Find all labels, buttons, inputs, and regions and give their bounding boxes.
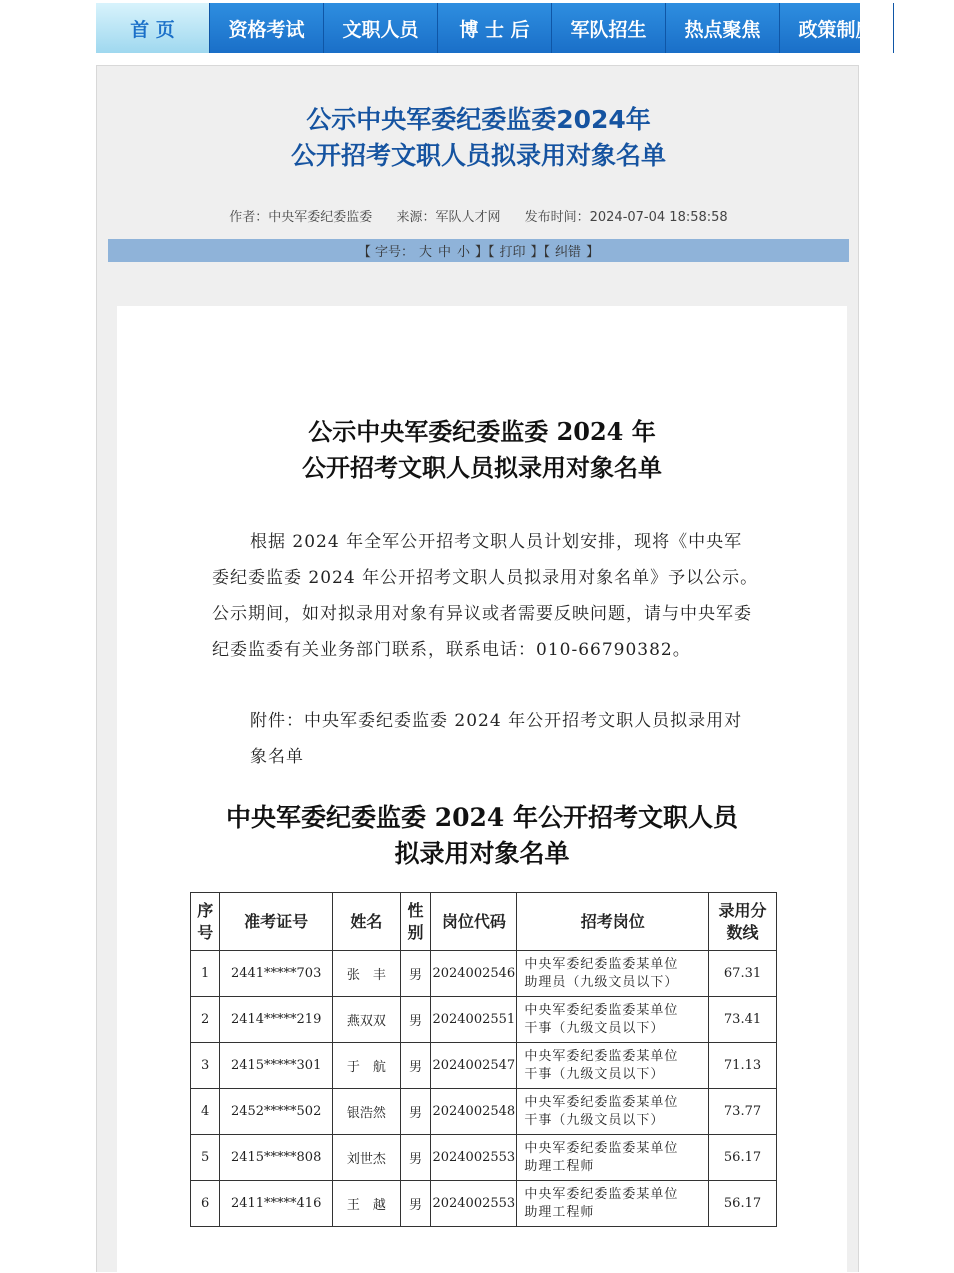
- cell-post: 中央军委纪委监委某单位 助理工程师: [517, 1135, 709, 1181]
- cell-post: 中央军委纪委监委某单位 干事（九级文员以下）: [517, 1043, 709, 1089]
- cell-exam-id: 2441*****703: [220, 951, 333, 997]
- nav-item-postdoc[interactable]: 博 士 后: [438, 3, 552, 53]
- cell-exam-id: 2411*****416: [220, 1181, 333, 1227]
- cell-name: 于 航: [332, 1043, 400, 1089]
- nav-item-military-enrollment[interactable]: 军队招生: [552, 3, 666, 53]
- cell-score: 56.17: [709, 1135, 777, 1181]
- article-author: 作者：中央军委纪委监委: [229, 210, 373, 225]
- cell-exam-id: 2452*****502: [220, 1089, 333, 1135]
- toolbar-bracket-close: 】: [586, 245, 600, 260]
- header-post-code: 岗位代码: [431, 893, 517, 951]
- cell-post-code: 2024002553: [431, 1135, 517, 1181]
- top-nav-bar: [96, 3, 875, 53]
- table-row: [191, 1043, 777, 1089]
- list-title: [117, 800, 847, 872]
- document-title-line2: 公开招考文职人员拟录用对象名单: [302, 453, 662, 482]
- cell-name: 王 越: [332, 1181, 400, 1227]
- cell-seq: 6: [191, 1181, 220, 1227]
- cell-score: 67.31: [709, 951, 777, 997]
- cell-gender: 男: [400, 1135, 430, 1181]
- cell-seq: 4: [191, 1089, 220, 1135]
- document-attachment-note: 附件：中央军委纪委监委 2024 年公开招考文职人员拟录用对象名单: [250, 711, 743, 767]
- cell-score: 73.77: [709, 1089, 777, 1135]
- cell-exam-id: 2415*****808: [220, 1135, 333, 1181]
- document-title-line1: 公示中央军委纪委监委 2024 年: [308, 417, 656, 446]
- report-error-link[interactable]: 纠错: [555, 245, 582, 260]
- admission-list-table: [190, 892, 777, 1227]
- cell-post-code: 2024002548: [431, 1089, 517, 1135]
- cell-post-code: 2024002553: [431, 1181, 517, 1227]
- header-post: 招考岗位: [517, 893, 709, 951]
- font-size-medium-link[interactable]: 中: [437, 245, 451, 260]
- cell-name: 刘世杰: [332, 1135, 400, 1181]
- article-title: [97, 102, 860, 174]
- article-title-line2: 公开招考文职人员拟录用对象名单: [290, 141, 666, 170]
- nav-item-home[interactable]: 首 页: [96, 3, 210, 53]
- table-row: [191, 1181, 777, 1227]
- document-body-paragraph: 根据 2024 年全军公开招考文职人员计划安排，现将《中央军委纪委监委 2024 年公开招考文职人员拟录用对象名单》予以公示。公示期间，如对拟录用对象有异议或者需要反映问题，请与中央军委纪委监委有关业务部门联系，联系电话：010-66790382。: [212, 532, 759, 660]
- cell-post-code: 2024002547: [431, 1043, 517, 1089]
- font-size-large-link[interactable]: 大: [418, 245, 432, 260]
- table-row: [191, 1135, 777, 1181]
- cell-name: 燕双双: [332, 997, 400, 1043]
- document-title: [117, 414, 847, 486]
- cell-post-code: 2024002551: [431, 997, 517, 1043]
- list-title-line2: 拟录用对象名单: [394, 839, 570, 868]
- header-exam-id: 准考证号: [220, 893, 333, 951]
- header-score: 录用分 数线: [709, 893, 777, 951]
- cell-gender: 男: [400, 997, 430, 1043]
- cell-seq: 5: [191, 1135, 220, 1181]
- nav-item-qualification-exam[interactable]: 资格考试: [210, 3, 324, 53]
- font-size-small-link[interactable]: 小: [456, 245, 470, 260]
- table-header-row: [191, 893, 777, 951]
- document-image: [117, 306, 847, 1273]
- toolbar-font-size-label: 字号：: [374, 245, 414, 260]
- cell-seq: 2: [191, 997, 220, 1043]
- cell-name: 张 丰: [332, 951, 400, 997]
- table-row: [191, 1089, 777, 1135]
- article-title-line1: 公示中央军委纪委监委2024年: [306, 105, 651, 134]
- article-toolbar: [108, 239, 849, 262]
- table-row: [191, 951, 777, 997]
- header-name: 姓名: [332, 893, 400, 951]
- cell-post: 中央军委纪委监委某单位 助理员（九级文员以下）: [517, 951, 709, 997]
- cell-score: 73.41: [709, 997, 777, 1043]
- cell-exam-id: 2414*****219: [220, 997, 333, 1043]
- cell-gender: 男: [400, 1043, 430, 1089]
- toolbar-bracket-mid2: 】【: [530, 245, 551, 260]
- cell-score: 71.13: [709, 1043, 777, 1089]
- toolbar-bracket-open: 【: [357, 245, 371, 260]
- article-container: [96, 65, 859, 1272]
- print-link[interactable]: 打印: [499, 245, 526, 260]
- article-source: 来源：军队人才网: [396, 210, 501, 225]
- nav-item-policy[interactable]: 政策制度: [780, 3, 894, 53]
- table-row: [191, 997, 777, 1043]
- cell-seq: 1: [191, 951, 220, 997]
- cell-gender: 男: [400, 951, 430, 997]
- article-meta: [97, 206, 860, 225]
- toolbar-bracket-mid1: 】【: [475, 245, 495, 260]
- cell-name: 银浩然: [332, 1089, 400, 1135]
- header-gender: 性 别: [400, 893, 430, 951]
- cell-post: 中央军委纪委监委某单位 干事（九级文员以下）: [517, 997, 709, 1043]
- cell-score: 56.17: [709, 1181, 777, 1227]
- cell-seq: 3: [191, 1043, 220, 1089]
- nav-item-civilian-staff[interactable]: 文职人员: [324, 3, 438, 53]
- cell-post: 中央军委纪委监委某单位 助理工程师: [517, 1181, 709, 1227]
- header-seq: 序 号: [191, 893, 220, 951]
- cell-gender: 男: [400, 1181, 430, 1227]
- cell-post-code: 2024002546: [431, 951, 517, 997]
- cell-post: 中央军委纪委监委某单位 干事（九级文员以下）: [517, 1089, 709, 1135]
- cell-gender: 男: [400, 1089, 430, 1135]
- article-published-time: 发布时间：2024-07-04 18:58:58: [524, 210, 728, 225]
- cell-exam-id: 2415*****301: [220, 1043, 333, 1089]
- list-title-line1: 中央军委纪委监委 2024 年公开招考文职人员: [226, 803, 738, 832]
- nav-item-hot-topics[interactable]: 热点聚焦: [666, 3, 780, 53]
